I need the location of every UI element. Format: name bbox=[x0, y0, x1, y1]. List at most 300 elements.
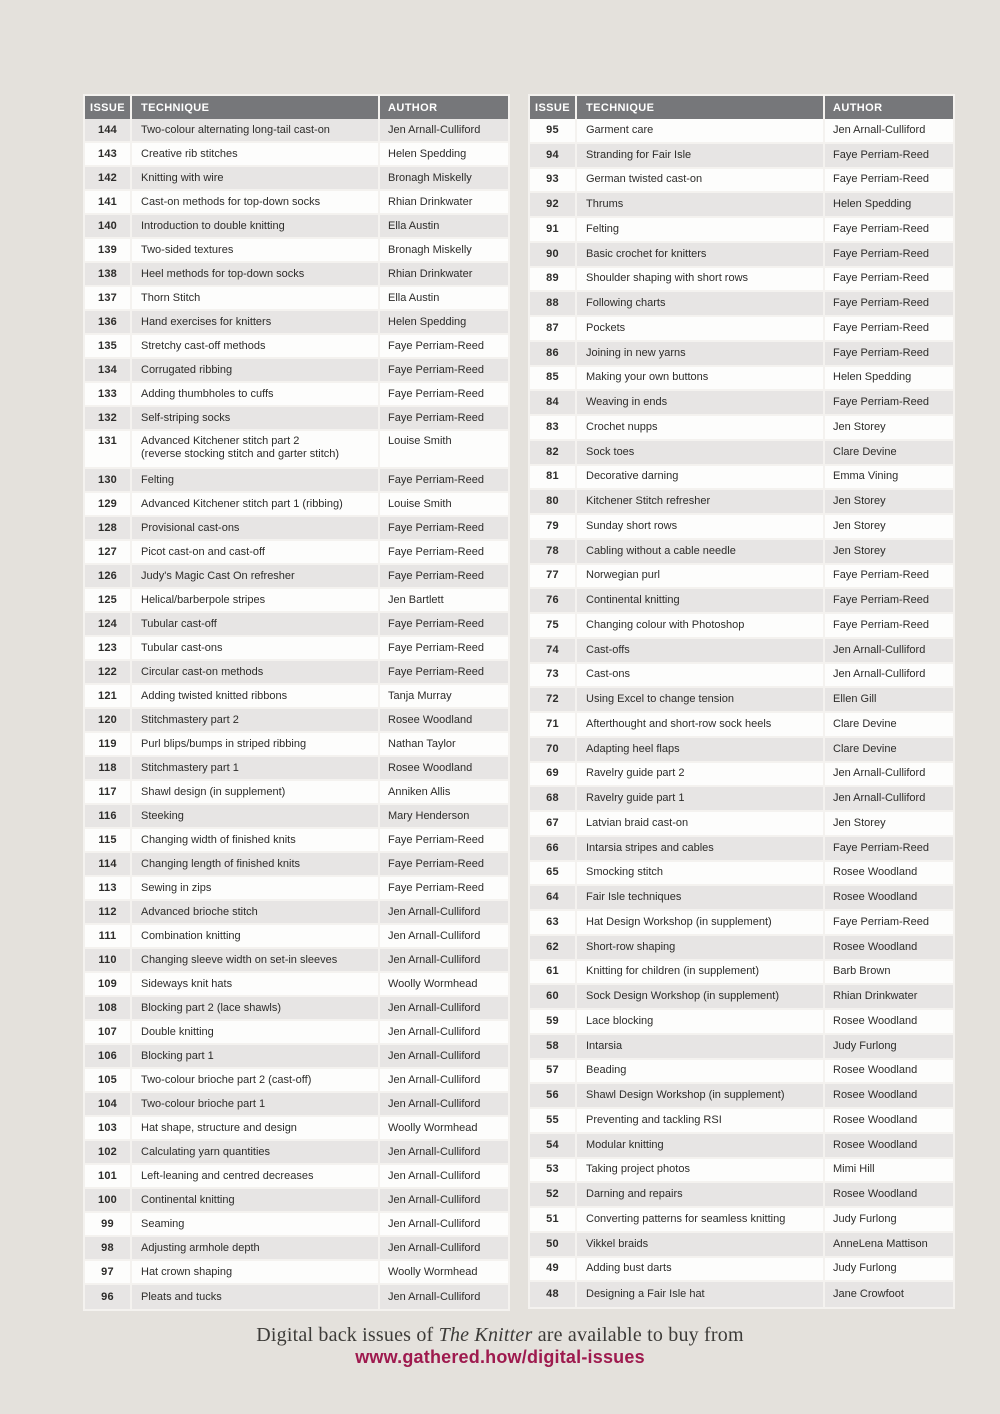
author: Rosee Woodland bbox=[833, 1089, 918, 1102]
column-header-issue: ISSUE bbox=[85, 96, 132, 119]
issue-number: 121 bbox=[85, 685, 132, 707]
issue-number: 123 bbox=[85, 637, 132, 659]
technique: Introduction to double knitting bbox=[132, 215, 380, 237]
author: Jen Bartlett bbox=[388, 593, 444, 606]
column-header-technique: TECHNIQUE bbox=[132, 96, 380, 119]
technique: Two-colour brioche part 2 (cast-off) bbox=[132, 1069, 380, 1091]
table-row bbox=[85, 469, 508, 493]
author: Jen Arnall-Culliford bbox=[388, 1290, 481, 1303]
technique: Stretchy cast-off methods bbox=[132, 335, 380, 357]
issue-number: 143 bbox=[85, 143, 132, 165]
technique: Advanced brioche stitch bbox=[132, 901, 380, 923]
column-header-author: AUTHOR bbox=[388, 101, 438, 114]
technique: Self-striping socks bbox=[132, 407, 380, 429]
footer-url-link[interactable]: www.gathered.how/digital-issues bbox=[355, 1347, 645, 1367]
table-row bbox=[85, 263, 508, 287]
column-header-issue: ISSUE bbox=[530, 96, 577, 119]
issue-number: 64 bbox=[530, 886, 577, 909]
author: Ellen Gill bbox=[833, 693, 877, 706]
technique: Circular cast-on methods bbox=[132, 661, 380, 683]
author: Woolly Wormhead bbox=[388, 977, 478, 990]
table-row bbox=[530, 169, 953, 194]
issue-number: 82 bbox=[530, 441, 577, 464]
table-row bbox=[85, 517, 508, 541]
author: Jen Arnall-Culliford bbox=[833, 123, 926, 136]
table-row bbox=[530, 1035, 953, 1060]
technique: Cast-on methods for top-down socks bbox=[132, 191, 380, 213]
table-row bbox=[530, 391, 953, 416]
issue-number: 93 bbox=[530, 169, 577, 192]
author: Jen Arnall-Culliford bbox=[388, 1145, 481, 1158]
author: Ella Austin bbox=[388, 219, 440, 232]
technique: Adding twisted knitted ribbons bbox=[132, 685, 380, 707]
issue-number: 126 bbox=[85, 565, 132, 587]
author: Jen Arnall-Culliford bbox=[388, 1049, 481, 1062]
table-row bbox=[85, 311, 508, 335]
technique: Preventing and tackling RSI bbox=[577, 1109, 825, 1132]
author: Woolly Wormhead bbox=[388, 1121, 478, 1134]
issue-number: 88 bbox=[530, 292, 577, 315]
table-row bbox=[85, 1069, 508, 1093]
table-row bbox=[530, 466, 953, 491]
technique: Designing a Fair Isle hat bbox=[577, 1282, 825, 1307]
issue-number: 142 bbox=[85, 167, 132, 189]
table-row bbox=[530, 589, 953, 614]
issue-number: 128 bbox=[85, 517, 132, 539]
table-row bbox=[85, 1213, 508, 1237]
issue-number: 67 bbox=[530, 812, 577, 835]
author: Judy Furlong bbox=[833, 1212, 897, 1225]
technique: Advanced Kitchener stitch part 1 (ribbing) bbox=[132, 493, 380, 515]
issue-number: 85 bbox=[530, 367, 577, 390]
issue-number: 130 bbox=[85, 469, 132, 491]
table-row bbox=[530, 961, 953, 986]
technique: Felting bbox=[132, 469, 380, 491]
technique: Adding bust darts bbox=[577, 1258, 825, 1281]
issue-number: 119 bbox=[85, 733, 132, 755]
technique: Shoulder shaping with short rows bbox=[577, 268, 825, 291]
author: Faye Perriam-Reed bbox=[388, 387, 484, 400]
technique: Sunday short rows bbox=[577, 515, 825, 538]
technique: Stitchmastery part 2 bbox=[132, 709, 380, 731]
issue-number: 113 bbox=[85, 877, 132, 899]
technique: Using Excel to change tension bbox=[577, 688, 825, 711]
technique: Sideways knit hats bbox=[132, 973, 380, 995]
author: Rhian Drinkwater bbox=[388, 195, 473, 208]
issue-number: 56 bbox=[530, 1084, 577, 1107]
table-row bbox=[85, 637, 508, 661]
table-row bbox=[530, 1208, 953, 1233]
issue-number: 107 bbox=[85, 1021, 132, 1043]
author: Rosee Woodland bbox=[833, 1014, 918, 1027]
table-row bbox=[530, 367, 953, 392]
table-row bbox=[85, 239, 508, 263]
issue-number: 129 bbox=[85, 493, 132, 515]
technique: Picot cast-on and cast-off bbox=[132, 541, 380, 563]
issue-number: 136 bbox=[85, 311, 132, 333]
author: Rosee Woodland bbox=[833, 1188, 918, 1201]
table-row bbox=[530, 862, 953, 887]
issue-number: 63 bbox=[530, 911, 577, 934]
issue-number: 80 bbox=[530, 490, 577, 513]
issue-number: 72 bbox=[530, 688, 577, 711]
author: Faye Perriam-Reed bbox=[833, 272, 929, 285]
issue-number: 81 bbox=[530, 466, 577, 489]
author: Faye Perriam-Reed bbox=[388, 641, 484, 654]
table-row bbox=[530, 292, 953, 317]
table-row bbox=[85, 1237, 508, 1261]
table-row bbox=[530, 342, 953, 367]
table-row bbox=[530, 144, 953, 169]
issue-number: 127 bbox=[85, 541, 132, 563]
issue-number: 139 bbox=[85, 239, 132, 261]
author: Faye Perriam-Reed bbox=[833, 148, 929, 161]
author: Faye Perriam-Reed bbox=[833, 222, 929, 235]
technique: Stranding for Fair Isle bbox=[577, 144, 825, 167]
table-row bbox=[85, 661, 508, 685]
author: Faye Perriam-Reed bbox=[388, 339, 484, 352]
issue-number: 97 bbox=[85, 1261, 132, 1283]
author: Jen Storey bbox=[833, 495, 886, 508]
author: Jen Storey bbox=[833, 420, 886, 433]
technique: Kitchener Stitch refresher bbox=[577, 490, 825, 513]
author: Helen Spedding bbox=[833, 371, 912, 384]
table-row bbox=[85, 589, 508, 613]
author: Faye Perriam-Reed bbox=[388, 473, 484, 486]
issue-number: 111 bbox=[85, 925, 132, 947]
table-row bbox=[85, 733, 508, 757]
technique: Adjusting armhole depth bbox=[132, 1237, 380, 1259]
technique: Seaming bbox=[132, 1213, 380, 1235]
author: Jen Arnall-Culliford bbox=[388, 1193, 481, 1206]
author: Helen Spedding bbox=[388, 315, 467, 328]
technique: Calculating yarn quantities bbox=[132, 1141, 380, 1163]
issue-number: 98 bbox=[85, 1237, 132, 1259]
technique: Judy's Magic Cast On refresher bbox=[132, 565, 380, 587]
issue-number: 62 bbox=[530, 936, 577, 959]
table-row bbox=[530, 886, 953, 911]
author: Faye Perriam-Reed bbox=[388, 521, 484, 534]
table-row bbox=[85, 781, 508, 805]
technique: Changing sleeve width on set-in sleeves bbox=[132, 949, 380, 971]
table-row bbox=[530, 1084, 953, 1109]
author: Jen Arnall-Culliford bbox=[388, 1073, 481, 1086]
author: Rosee Woodland bbox=[833, 866, 918, 879]
issue-number: 122 bbox=[85, 661, 132, 683]
author: Woolly Wormhead bbox=[388, 1265, 478, 1278]
technique: Provisional cast-ons bbox=[132, 517, 380, 539]
table-row bbox=[530, 837, 953, 862]
table-row bbox=[85, 287, 508, 311]
technique: Changing width of finished knits bbox=[132, 829, 380, 851]
table-row bbox=[530, 1282, 953, 1307]
issue-number: 78 bbox=[530, 540, 577, 563]
issue-number: 110 bbox=[85, 949, 132, 971]
technique: Sewing in zips bbox=[132, 877, 380, 899]
technique: Tubular cast-ons bbox=[132, 637, 380, 659]
table-row bbox=[530, 441, 953, 466]
author: Faye Perriam-Reed bbox=[833, 173, 929, 186]
table-row bbox=[85, 215, 508, 239]
issue-number: 55 bbox=[530, 1109, 577, 1132]
issue-number: 49 bbox=[530, 1258, 577, 1281]
issue-number: 79 bbox=[530, 515, 577, 538]
table-row bbox=[85, 613, 508, 637]
technique: Continental knitting bbox=[577, 589, 825, 612]
author: Faye Perriam-Reed bbox=[388, 569, 484, 582]
author: Jen Arnall-Culliford bbox=[833, 767, 926, 780]
issue-number: 118 bbox=[85, 757, 132, 779]
technique: Pockets bbox=[577, 317, 825, 340]
author: Jen Arnall-Culliford bbox=[388, 123, 481, 136]
issue-number: 71 bbox=[530, 713, 577, 736]
column-header-technique: TECHNIQUE bbox=[577, 96, 825, 119]
technique: Shawl Design Workshop (in supplement) bbox=[577, 1084, 825, 1107]
technique: German twisted cast-on bbox=[577, 169, 825, 192]
author: Louise Smith bbox=[388, 435, 452, 447]
technique: Taking project photos bbox=[577, 1159, 825, 1182]
table-row bbox=[530, 565, 953, 590]
issue-number: 70 bbox=[530, 738, 577, 761]
issue-number: 137 bbox=[85, 287, 132, 309]
issue-number: 100 bbox=[85, 1189, 132, 1211]
issue-number: 102 bbox=[85, 1141, 132, 1163]
author: Rosee Woodland bbox=[833, 1113, 918, 1126]
technique: Heel methods for top-down socks bbox=[132, 263, 380, 285]
table-row bbox=[530, 1060, 953, 1085]
table-body bbox=[85, 119, 508, 1309]
table-row bbox=[85, 877, 508, 901]
technique: Stitchmastery part 1 bbox=[132, 757, 380, 779]
technique: Lace blocking bbox=[577, 1010, 825, 1033]
issue-number: 112 bbox=[85, 901, 132, 923]
table-row bbox=[85, 493, 508, 517]
author: Rosee Woodland bbox=[833, 1064, 918, 1077]
table-row bbox=[530, 1258, 953, 1283]
technique: Fair Isle techniques bbox=[577, 886, 825, 909]
table-row bbox=[530, 812, 953, 837]
table-row bbox=[85, 167, 508, 191]
footer-text-prefix: Digital back issues of bbox=[256, 1324, 439, 1346]
table-row bbox=[85, 407, 508, 431]
author: Rosee Woodland bbox=[833, 1138, 918, 1151]
issue-number: 141 bbox=[85, 191, 132, 213]
issue-number: 91 bbox=[530, 218, 577, 241]
technique: Vikkel braids bbox=[577, 1233, 825, 1256]
author: Rosee Woodland bbox=[833, 940, 918, 953]
author: Jen Arnall-Culliford bbox=[388, 929, 481, 942]
issue-number: 120 bbox=[85, 709, 132, 731]
technique: Adapting heel flaps bbox=[577, 738, 825, 761]
author: Mimi Hill bbox=[833, 1163, 875, 1176]
author: Ella Austin bbox=[388, 291, 440, 304]
table-row bbox=[530, 738, 953, 763]
issue-number: 83 bbox=[530, 416, 577, 439]
table-row bbox=[530, 540, 953, 565]
table-row bbox=[530, 490, 953, 515]
table-row bbox=[85, 431, 508, 469]
technique: Blocking part 1 bbox=[132, 1045, 380, 1067]
technique: Cast-ons bbox=[577, 664, 825, 687]
table-row bbox=[530, 639, 953, 664]
issue-number: 59 bbox=[530, 1010, 577, 1033]
technique: Felting bbox=[577, 218, 825, 241]
author: Faye Perriam-Reed bbox=[833, 915, 929, 928]
author: Jen Arnall-Culliford bbox=[833, 643, 926, 656]
technique: Sock Design Workshop (in supplement) bbox=[577, 985, 825, 1008]
table-body bbox=[530, 119, 953, 1307]
table-row bbox=[530, 1233, 953, 1258]
issue-number: 116 bbox=[85, 805, 132, 827]
author: Clare Devine bbox=[833, 445, 897, 458]
technique: Corrugated ribbing bbox=[132, 359, 380, 381]
author: Faye Perriam-Reed bbox=[833, 247, 929, 260]
technique: Knitting with wire bbox=[132, 167, 380, 189]
issue-number: 96 bbox=[85, 1285, 132, 1309]
table-row bbox=[530, 1109, 953, 1134]
table-row bbox=[85, 757, 508, 781]
table-row bbox=[85, 565, 508, 589]
technique: Modular knitting bbox=[577, 1134, 825, 1157]
issue-number: 101 bbox=[85, 1165, 132, 1187]
table-row bbox=[85, 805, 508, 829]
table-row bbox=[530, 1159, 953, 1184]
author: Helen Spedding bbox=[833, 198, 912, 211]
author: Bronagh Miskelly bbox=[388, 171, 472, 184]
technique: Blocking part 2 (lace shawls) bbox=[132, 997, 380, 1019]
author: AnneLena Mattison bbox=[833, 1237, 928, 1250]
table-row bbox=[85, 1093, 508, 1117]
issue-number: 68 bbox=[530, 787, 577, 810]
column-header-author: AUTHOR bbox=[833, 101, 883, 114]
technique: Hat crown shaping bbox=[132, 1261, 380, 1283]
back-issues-table-left bbox=[83, 94, 510, 1311]
issue-number: 90 bbox=[530, 243, 577, 266]
author: Jen Arnall-Culliford bbox=[388, 1217, 481, 1230]
technique: Short-row shaping bbox=[577, 936, 825, 959]
technique: Double knitting bbox=[132, 1021, 380, 1043]
issue-number: 86 bbox=[530, 342, 577, 365]
author: Clare Devine bbox=[833, 742, 897, 755]
technique: Hand exercises for knitters bbox=[132, 311, 380, 333]
author: Jen Storey bbox=[833, 544, 886, 557]
table-row bbox=[530, 664, 953, 689]
author: Faye Perriam-Reed bbox=[833, 297, 929, 310]
table-row bbox=[530, 763, 953, 788]
author: Faye Perriam-Reed bbox=[833, 618, 929, 631]
issue-number: 50 bbox=[530, 1233, 577, 1256]
author: Rhian Drinkwater bbox=[833, 990, 918, 1003]
author: Faye Perriam-Reed bbox=[388, 363, 484, 376]
technique: Helical/barberpole stripes bbox=[132, 589, 380, 611]
table-row bbox=[530, 119, 953, 144]
table-row bbox=[85, 335, 508, 359]
author: Rhian Drinkwater bbox=[388, 267, 473, 280]
issue-number: 74 bbox=[530, 639, 577, 662]
table-row bbox=[530, 218, 953, 243]
issue-number: 92 bbox=[530, 193, 577, 216]
issue-number: 52 bbox=[530, 1183, 577, 1206]
issue-number: 134 bbox=[85, 359, 132, 381]
author: Tanja Murray bbox=[388, 689, 452, 702]
issue-number: 138 bbox=[85, 263, 132, 285]
technique: Shawl design (in supplement) bbox=[132, 781, 380, 803]
author: Jen Arnall-Culliford bbox=[388, 1241, 481, 1254]
author: Jen Arnall-Culliford bbox=[388, 905, 481, 918]
footer-text-suffix: are available to buy from bbox=[532, 1324, 744, 1346]
author: Rosee Woodland bbox=[833, 891, 918, 904]
issue-number: 131 bbox=[85, 431, 132, 467]
author: Jane Crowfoot bbox=[833, 1288, 904, 1301]
issue-number: 57 bbox=[530, 1060, 577, 1083]
author: Faye Perriam-Reed bbox=[388, 665, 484, 678]
author: Jen Arnall-Culliford bbox=[833, 668, 926, 681]
table-row bbox=[85, 1141, 508, 1165]
author: Jen Storey bbox=[833, 816, 886, 829]
issue-number: 61 bbox=[530, 961, 577, 984]
author: Jen Arnall-Culliford bbox=[388, 1001, 481, 1014]
technique: Purl blips/bumps in striped ribbing bbox=[132, 733, 380, 755]
table-row bbox=[530, 243, 953, 268]
technique: Sock toes bbox=[577, 441, 825, 464]
technique: Changing colour with Photoshop bbox=[577, 614, 825, 637]
technique: Crochet nupps bbox=[577, 416, 825, 439]
table-row bbox=[530, 268, 953, 293]
issue-number: 75 bbox=[530, 614, 577, 637]
author: Bronagh Miskelly bbox=[388, 243, 472, 256]
technique: Beading bbox=[577, 1060, 825, 1083]
issue-number: 108 bbox=[85, 997, 132, 1019]
author: Faye Perriam-Reed bbox=[388, 881, 484, 894]
table-row bbox=[85, 1021, 508, 1045]
technique: Two-colour brioche part 1 bbox=[132, 1093, 380, 1115]
technique: Hat shape, structure and design bbox=[132, 1117, 380, 1139]
technique: Advanced Kitchener stitch part 2 (reverse stocking stitch and garter stitch) bbox=[132, 431, 380, 467]
author: Barb Brown bbox=[833, 965, 891, 978]
author: Faye Perriam-Reed bbox=[833, 569, 929, 582]
technique: Thorn Stitch bbox=[132, 287, 380, 309]
table-row bbox=[530, 317, 953, 342]
technique: Decorative darning bbox=[577, 466, 825, 489]
issue-number: 77 bbox=[530, 565, 577, 588]
issue-number: 51 bbox=[530, 1208, 577, 1231]
issue-number: 124 bbox=[85, 613, 132, 635]
technique: Steeking bbox=[132, 805, 380, 827]
issue-number: 109 bbox=[85, 973, 132, 995]
author: Faye Perriam-Reed bbox=[388, 545, 484, 558]
table-row bbox=[530, 1134, 953, 1159]
technique: Smocking stitch bbox=[577, 862, 825, 885]
technique: Garment care bbox=[577, 119, 825, 142]
author: Judy Furlong bbox=[833, 1262, 897, 1275]
technique: Following charts bbox=[577, 292, 825, 315]
table-row bbox=[85, 383, 508, 407]
technique: Creative rib stitches bbox=[132, 143, 380, 165]
issue-number: 106 bbox=[85, 1045, 132, 1067]
author: Faye Perriam-Reed bbox=[833, 321, 929, 334]
table-row bbox=[85, 685, 508, 709]
author: Mary Henderson bbox=[388, 809, 470, 822]
technique: Cabling without a cable needle bbox=[577, 540, 825, 563]
table-row bbox=[85, 191, 508, 215]
issue-number: 66 bbox=[530, 837, 577, 860]
footer-text bbox=[0, 1324, 1000, 1347]
table-row bbox=[85, 997, 508, 1021]
table-row bbox=[85, 925, 508, 949]
issue-number: 65 bbox=[530, 862, 577, 885]
table-row bbox=[530, 713, 953, 738]
technique: Darning and repairs bbox=[577, 1183, 825, 1206]
